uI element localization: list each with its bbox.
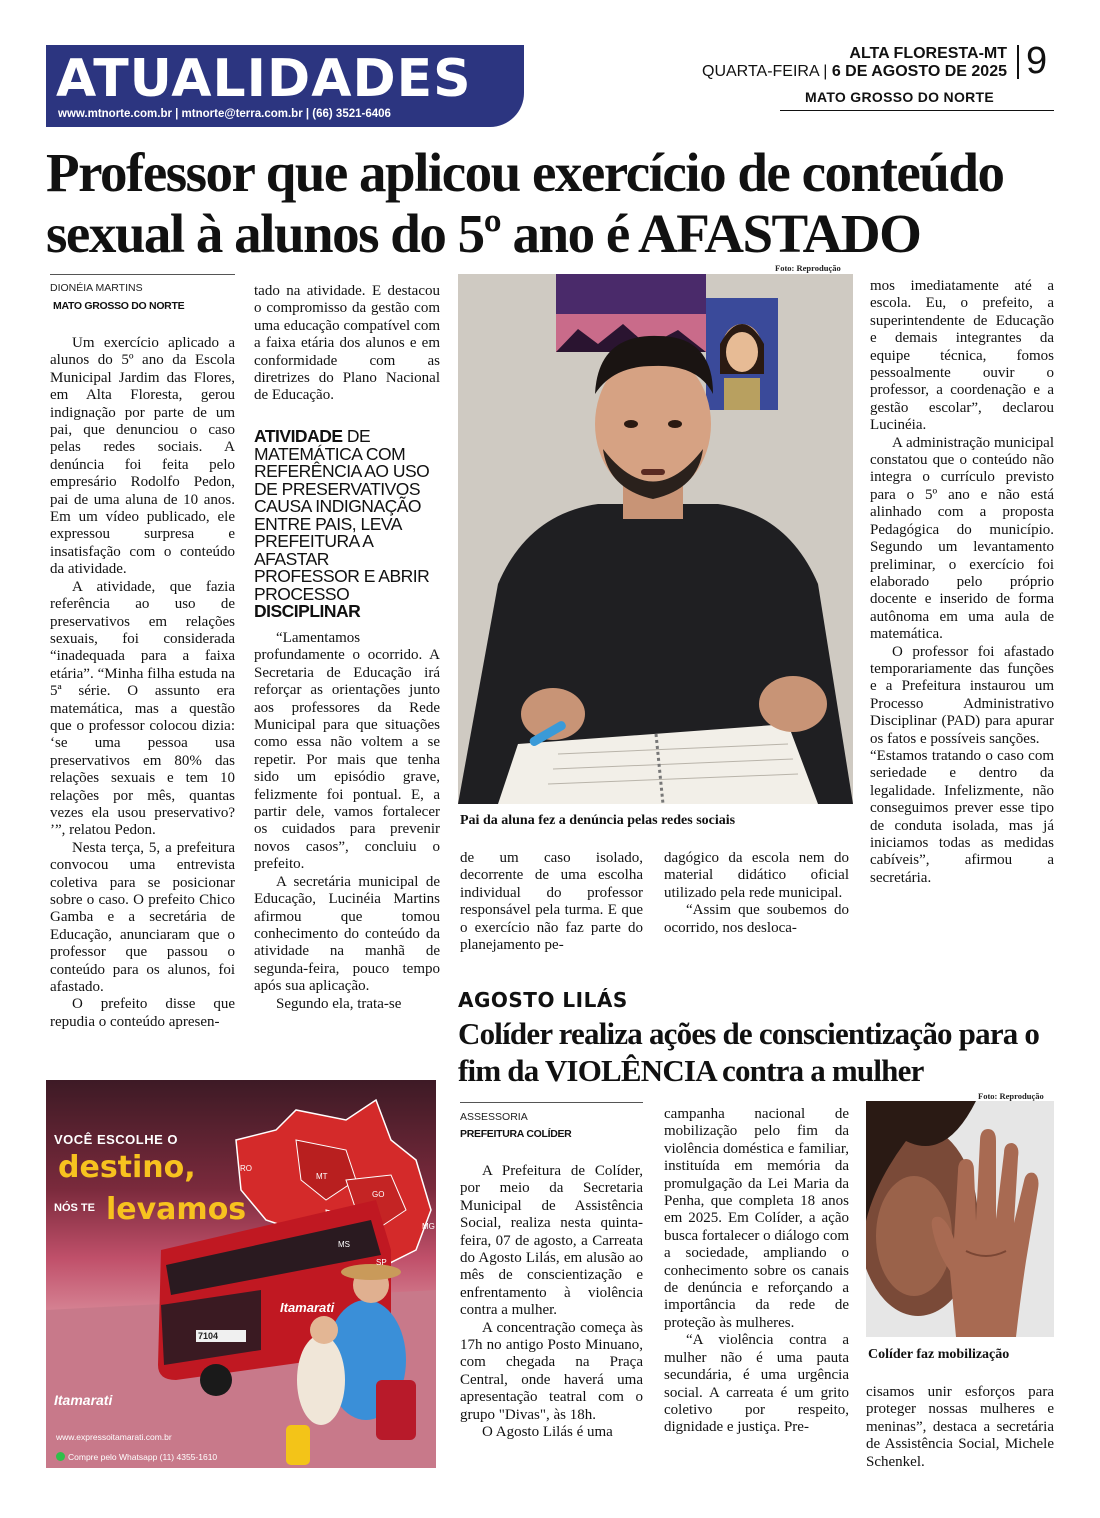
edition-date-text: 6 DE AGOSTO DE 2025 [831, 63, 1007, 80]
paragraph: mos imediatamente até a escola. Eu, o prefeito, a superintendente de Educação e demais integrantes da equipe técnica, fomos pessoalmente ouvir o professor, a coordenação e a gestão escolar”, declarou Lucinéia. [870, 278, 1054, 434]
photo-caption: Pai da aluna fez a denúncia pelas redes sociais [460, 813, 736, 828]
ad-url[interactable]: www.expressoitamarati.com.br [56, 1432, 172, 1442]
paragraph: cisamos unir esforços para proteger nossas mulheres e meninas”, destaca a secretária de Assistência Social, Michele Schenkel. [866, 1384, 1054, 1470]
paragraph: “A violência contra a mulher não é uma pauta secundária, é uma urgência social. A carreata é um grito coletivo por respeito, dignidade e justiça. Pre- [664, 1332, 849, 1436]
map-label-sp: SP [376, 1258, 387, 1267]
paragraph: “Lamentamos profundamente o ocorrido. A Secretaria de Educação irá reforçar as orientações junto aos professores da Rede Municipal para que situações como essa não voltem a se repetir. Por mais que tenha sido um episódio grave, felizmente foi pontual. E, a partir dele, vamos fortalecer os cuidados para prevenir novos casos”, concluiu o prefeito. [254, 630, 440, 873]
paragraph: A administração municipal constatou que o conteúdo não integra o currículo previsto para o 5º ano e não está alinhado com a proposta Pedagógica do município. Segundo um levantamento preliminar, o exercício foi elaborado pelo próprio docente e inserido de forma autônoma em uma aula de matemática. [870, 434, 1054, 643]
photo-credit: Foto: Reprodução [775, 263, 841, 273]
ad-brand-logo: Itamarati [54, 1392, 113, 1408]
contact-line: www.mtnorte.com.br | mtnorte@terra.com.br | (66) 3521-6406 [58, 108, 391, 120]
advertisement[interactable] [46, 1080, 436, 1468]
article1-col1 [50, 335, 235, 1031]
paragraph: A secretária municipal de Educação, Lucinéia Martins afirmou que tomou conhecimento do conteúdo da atividade na manhã de segunda-feira, pouco tempo após sua aplicação. [254, 873, 440, 995]
pull-quote-bold: ATIVIDADE [254, 426, 343, 446]
paragraph: A Prefeitura de Colíder, por meio da Secretaria Municipal de Assistência Social, realiza nesta quinta-feira, 07 de agosto, a Carreata do Agosto Lilás, em alusão ao mês de conscientização e enfrentamento à violência contra a mulher. [460, 1163, 643, 1319]
ad-line1: VOCÊ ESCOLHE O [54, 1132, 179, 1147]
article1-col5 [870, 278, 1054, 887]
ad-line4: levamos [106, 1192, 247, 1227]
article1-col2-bottom [254, 630, 440, 1013]
region-label: MATO GROSSO DO NORTE [805, 89, 995, 105]
map-label-mt: MT [316, 1172, 328, 1181]
byline-rule [50, 274, 235, 275]
article2-col1 [460, 1163, 643, 1442]
bus-number: 7104 [198, 1331, 219, 1341]
header-rule [780, 110, 1054, 111]
pull-quote-text: DE MATEMÁTICA COM REFERÊNCIA AO USO DE PRESERVATIVOS CAUSA INDIGNAÇÃO ENTRE PAIS, LEVA PREFEITURA A AFASTAR PROFESSOR E ABRIR PROCESSO [254, 426, 430, 604]
paragraph: dagógico da escola nem do material didático oficial utilizado pela rede municipal. [664, 850, 849, 901]
photo-caption: Colíder faz mobilização [868, 1347, 1010, 1362]
article1-author-org: MATO GROSSO DO NORTE [53, 300, 185, 312]
paragraph: “Estamos tratando o caso com seriedade e dentro da legalidade. Infelizmente, não conseguimos prever esse tipo de conduta isolada, mas já iniciamos todas as medidas cabíveis”, afirmou a secretária. [870, 747, 1054, 886]
header-separator [1017, 45, 1019, 79]
stop-hand-photo [866, 1101, 1054, 1337]
paragraph: Um exercício aplicado a alunos do 5º ano da Escola Municipal Jardim das Flores, em Alta Floresta, gerou indignação por parte de um pai, que denunciou o caso pelas redes sociais. A denúncia foi feita pelo empresário Rodolfo Pedon, pai de uma aluna de 10 anos. Em um vídeo publicado, ele expressou surpresa e insatisfação com o conteúdo da atividade. [50, 335, 235, 578]
ad-line3: NÓS TE [54, 1202, 95, 1214]
edition-weekday: QUARTA-FEIRA [702, 63, 819, 80]
pull-quote [254, 428, 436, 621]
bus-name: Itamarati [280, 1300, 335, 1315]
ad-whatsapp-text: Compre pelo Whatsapp (11) 4355-1610 [68, 1452, 218, 1462]
edition-date: QUARTA-FEIRA | 6 DE AGOSTO DE 2025 [702, 63, 1007, 80]
teacher-photo-illustration [458, 274, 853, 804]
paragraph: A concentração começa às 17h no antigo Posto Minuano, com chegada na Praça Central, onde haverá uma apresentação teatral com o grupo "Divas", às 18h. [460, 1319, 643, 1423]
paragraph: O prefeito disse que repudia o conteúdo apresen- [50, 996, 235, 1030]
paragraph: Nesta terça, 5, a prefeitura convocou uma entrevista coletiva para se posicionar sobre o caso. O prefeito Chico Gamba e a secretária de Educação, anunciaram que o professor que passou o conteúdo para os alunos, foi afastado. [50, 839, 235, 996]
article2-col2 [664, 1106, 849, 1437]
article2-headline: Colíder realiza ações de conscientização para o fim da VIOLÊNCIA contra a mulher [458, 1016, 1040, 1088]
map-label-ro: RO [240, 1164, 252, 1173]
paragraph: tado na atividade. E destacou o compromisso da gestão com uma educação compatível com a faixa etária dos alunos e em conformidade com as diretrizes do Plano Nacional de Educação. [254, 283, 440, 404]
ad-line2: destino, [58, 1150, 196, 1185]
paragraph: de um caso isolado, decorrente de uma escolha individual do professor responsável pela turma. E que o exercício não faz parte do planejamento pe- [460, 850, 643, 954]
map-label-go: GO [372, 1190, 385, 1199]
page-number: 9 [1026, 40, 1048, 82]
edition-info [702, 45, 1007, 81]
photo-credit: Foto: Reprodução [978, 1091, 1044, 1101]
stop-hand-illustration [866, 1101, 1054, 1337]
paragraph: O Agosto Lilás é uma [482, 1424, 613, 1441]
edition-city: ALTA FLORESTA-MT [849, 45, 1007, 62]
map-label-ms: MS [338, 1240, 350, 1249]
article1-col3 [460, 850, 643, 954]
article1-col2-top [254, 283, 440, 405]
teacher-photo [458, 274, 853, 804]
paragraph: Segundo ela, trata-se [276, 995, 402, 1012]
article2-col3 [866, 1384, 1054, 1471]
article2-author-org: PREFEITURA COLÍDER [460, 1128, 572, 1140]
whatsapp-icon [56, 1452, 65, 1461]
ad-whatsapp [56, 1452, 217, 1462]
map-label-mg: MG [422, 1222, 435, 1231]
article2-kicker: AGOSTO LILÁS [458, 988, 628, 1012]
article1-author: DIONÉIA MARTINS [50, 282, 143, 294]
article1-headline: Professor que aplicou exercício de conteúdo sexual à alunos do 5º ano é AFASTADO [46, 142, 1004, 264]
article1-col4 [664, 850, 849, 937]
pull-quote-bold: DISCIPLINAR [254, 601, 361, 621]
paragraph: A atividade, que fazia referência ao uso de preservativos em relações sexuais, foi considerada “inadequada para a faixa etária”. “Minha filha estuda na 5ª série. O assunto era matemática, mas a questão que o professor colocou dizia: ‘se uma pessoa usa preservativos em 80% das relações sexuais e tem 10 relações por mês, quantas vezes ela usou preservativo? ’”, relatou Pedon. [50, 578, 235, 839]
paragraph: O professor foi afastado temporariamente das funções e a Prefeitura instaurou um Processo Administrativo Disciplinar (PAD) para apurar os fatos e possíveis sanções. [870, 643, 1054, 747]
byline-rule [460, 1102, 643, 1103]
article2-author: ASSESSORIA [460, 1111, 528, 1123]
masthead [46, 45, 524, 127]
section-title: ATUALIDADES [56, 49, 472, 109]
paragraph: campanha nacional de mobilização pelo fim da violência doméstica e familiar, instituída em memória da promulgação da Lei Maria da Penha, que completa 18 anos em 2025. Em Colíder, a ação busca fortalecer o diálogo com a sociedade, ampliando o conhecimento sobre os canais de denúncia e reforçando a importância da rede de proteção às mulheres. [664, 1106, 849, 1331]
paragraph: “Assim que soubemos do ocorrido, nos desloca- [664, 902, 849, 936]
